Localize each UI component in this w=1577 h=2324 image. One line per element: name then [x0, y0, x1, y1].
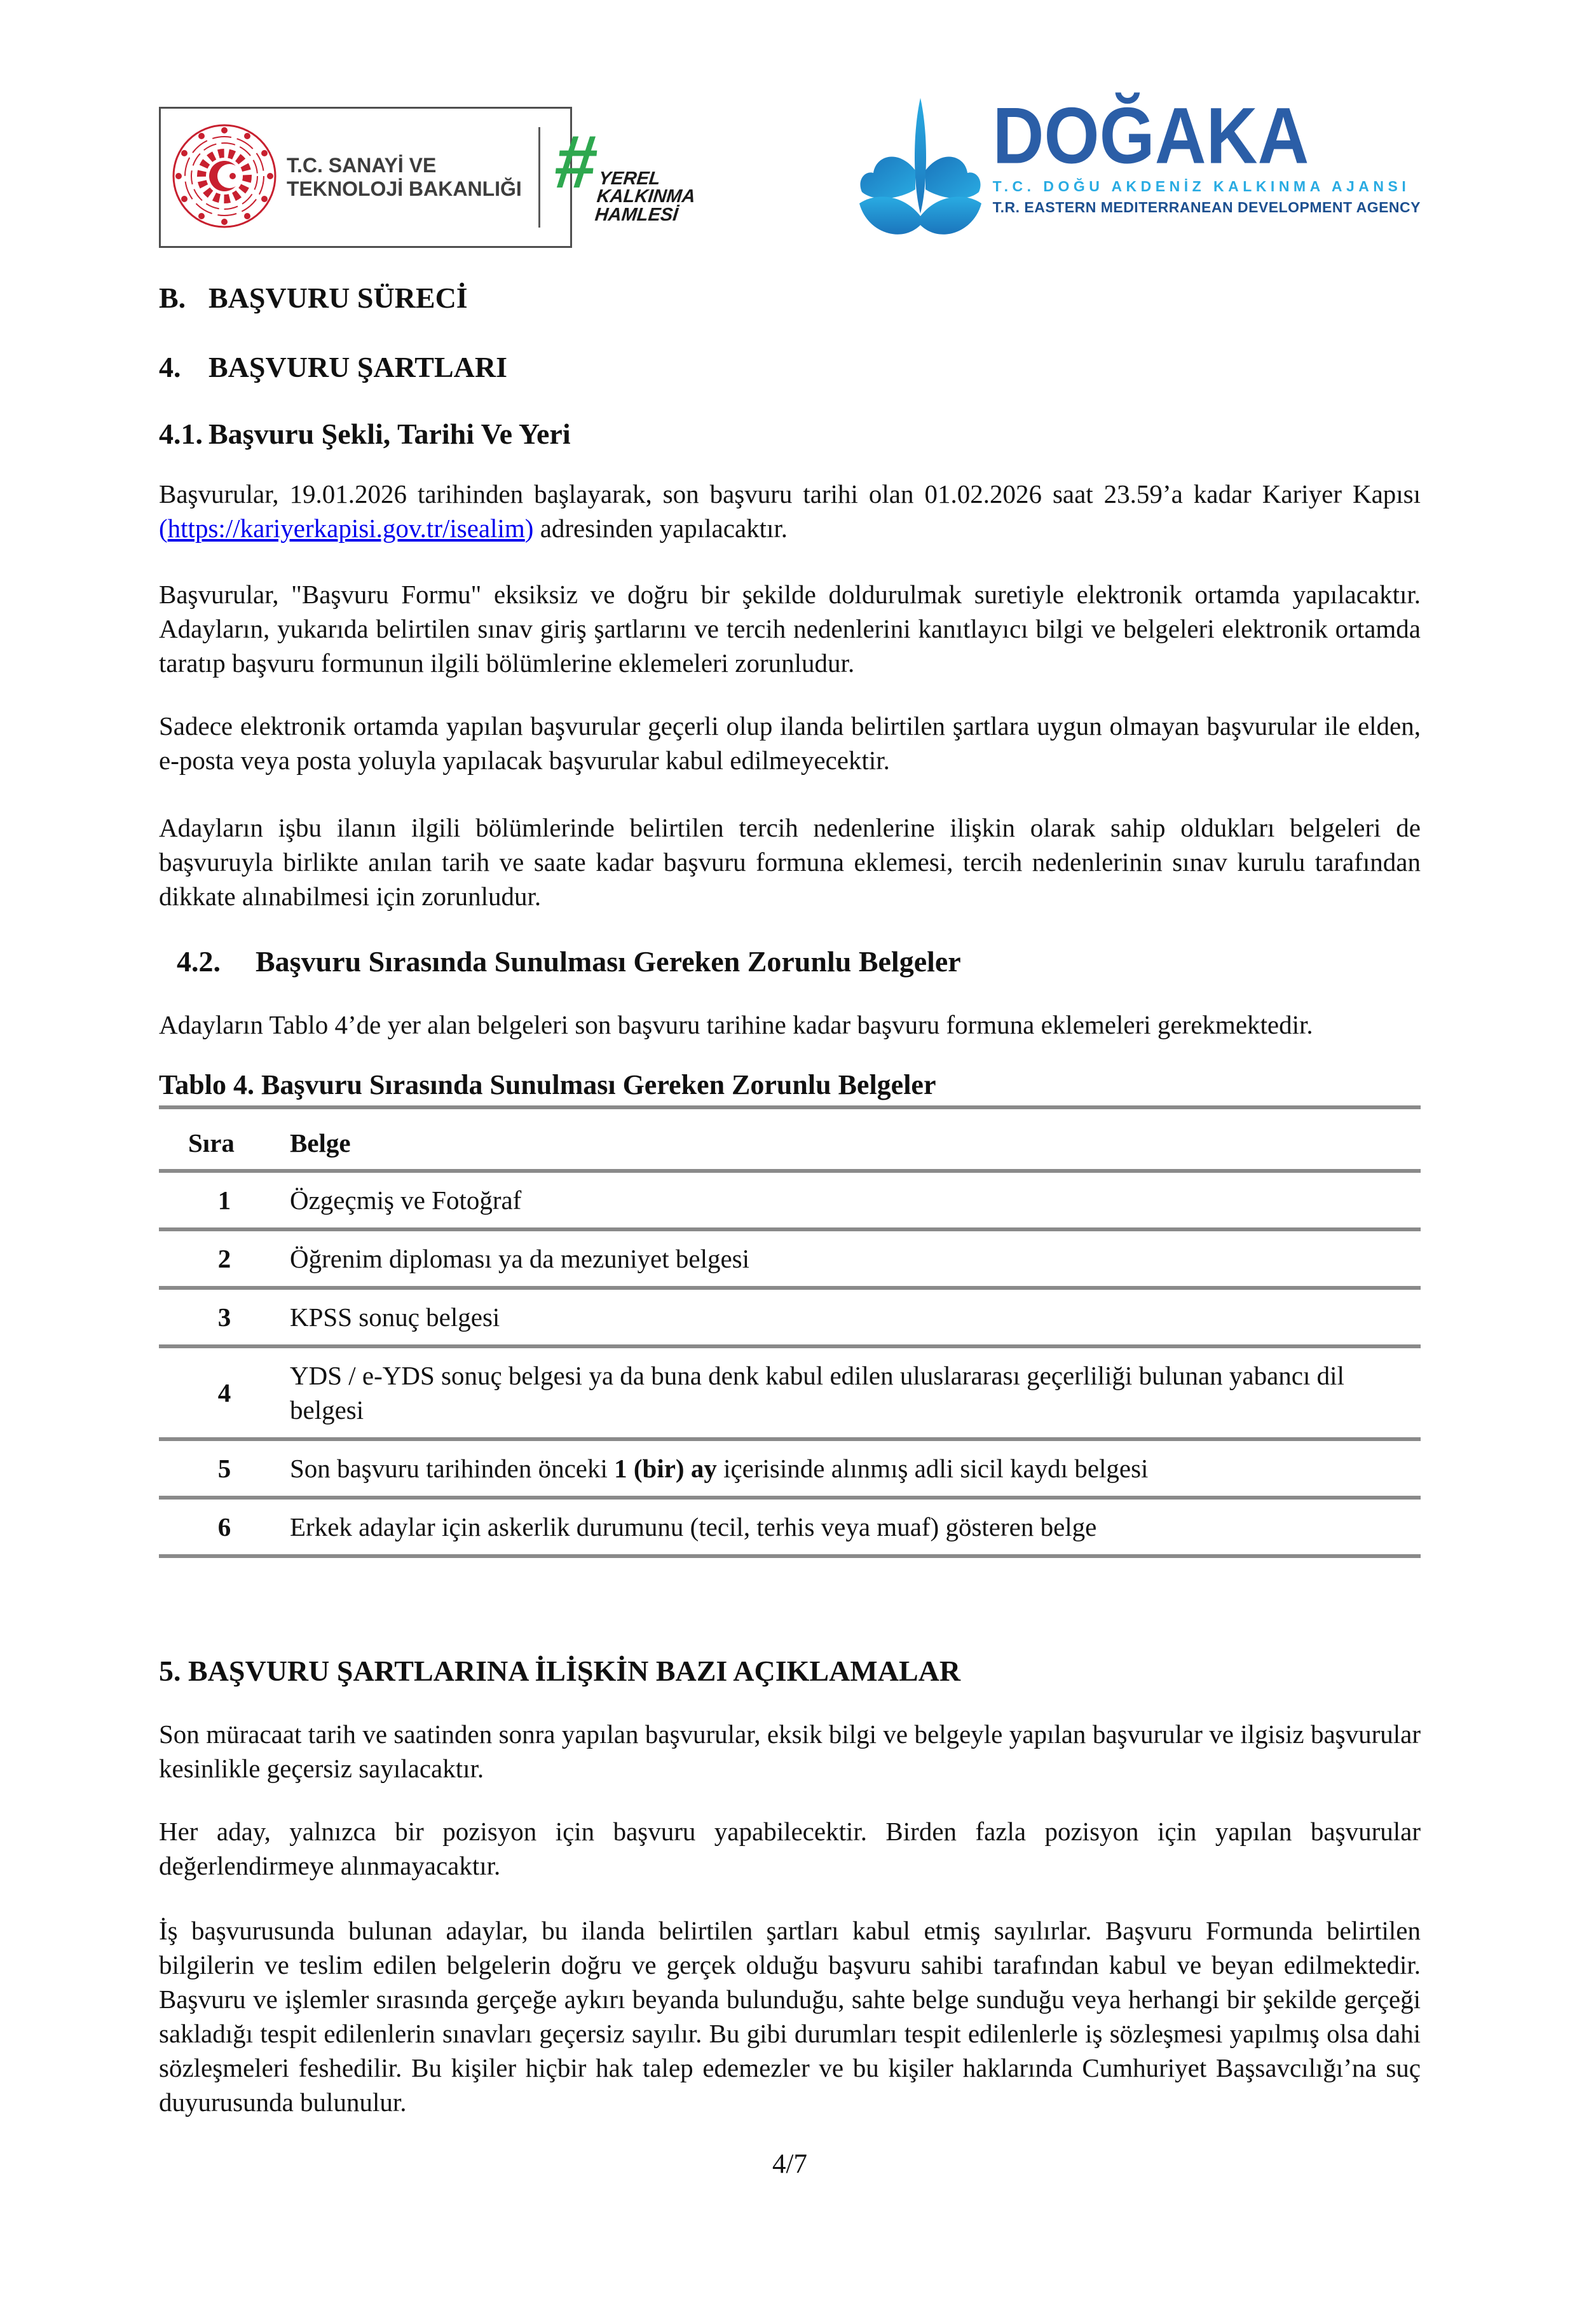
- row-document-text: içerisinde alınmış adli sicil kaydı belgesi: [716, 1453, 1149, 1483]
- heading-4-number: 4.: [159, 350, 181, 383]
- table-header-row: [159, 1107, 1421, 1171]
- dogaka-subtitle-en: T.R. EASTERN MEDITERRANEAN DEVELOPMENT AGENCY: [992, 198, 1421, 215]
- heading-b-number: B.: [159, 282, 186, 314]
- document-page: [0, 91, 1577, 2324]
- dogaka-text-block: [992, 91, 1421, 216]
- table4-required-documents: [159, 1105, 1421, 1558]
- row-number: 4: [159, 1346, 290, 1439]
- heading-b-text: BAŞVURU SÜRECİ: [208, 282, 468, 314]
- paragraph-text: Başvurular, 19.01.2026 tarihinden başlayarak, son başvuru tarihi olan 01.02.2026 saat 23.59’a kadar Kariyer Kapısı: [159, 479, 1421, 509]
- ministry-name: [287, 154, 522, 201]
- paragraph-preference-documents: Adayların işbu ilanın ilgili bölümlerinde belirtilen tercih nedenlerine ilişkin olarak sahip oldukları belgeleri de başvuruyla birlikte anılan tarih ve saate kadar başvuru formuna eklemesi, tercih nedenlerinin sınav kurulu tarafından dikkate alınabilmesi için zorunludur.: [159, 812, 1421, 911]
- paragraph-table4-intro: Adayların Tablo 4’de yer alan belgeleri son başvuru tarihine kadar başvuru formuna eklemeleri gerekmektedir.: [159, 1009, 1313, 1039]
- heading-4-1-number: 4.1.: [159, 417, 203, 450]
- row-document-bold-text: 1 (bir) ay: [614, 1453, 717, 1483]
- ministry-emblem-icon: [171, 123, 278, 233]
- heading-4-text: BAŞVURU ŞARTLARI: [208, 350, 507, 383]
- column-header-belge: Belge: [290, 1107, 1421, 1171]
- campaign-text: [594, 170, 699, 224]
- ministry-name-line2: TEKNOLOJİ BAKANLIĞI: [287, 177, 522, 200]
- hashtag-icon: #: [549, 120, 601, 205]
- table-row: [159, 1346, 1421, 1439]
- page-number: 4/7: [772, 2149, 807, 2179]
- campaign-line-3: HAMLESİ: [594, 205, 679, 226]
- link-open-paren: (: [159, 513, 168, 543]
- heading-4-2-number: 4.2.: [177, 945, 221, 978]
- row-document: [290, 1439, 1421, 1498]
- column-header-sira: Sıra: [159, 1107, 290, 1171]
- kariyer-kapisi-link[interactable]: https://kariyerkapisi.gov.tr/isealim: [167, 513, 525, 543]
- paragraph-text: adresinden yapılacaktır.: [533, 513, 788, 543]
- heading-4-2-text: Başvuru Sırasında Sunulması Gereken Zorunlu Belgeler: [256, 945, 961, 978]
- paragraph-application-form: Başvurular, "Başvuru Formu" eksiksiz ve doğru bir şekilde doldurulmak suretiyle elektronik ortamda yapılacaktır. Adayların, yukarıda belirtilen sınav giriş şartlarını ve tercih nedenlerini kanıtlayıcı bilgi ve belgeleri elektronik ortamda taratıp başvuru formunun ilgili bölümlerine eklemeleri zorunludur.: [159, 579, 1421, 678]
- row-document: YDS / e-YDS sonuç belgesi ya da buna denk kabul edilen uluslararası geçerliliği bulunan yabancı dil belgesi: [290, 1346, 1421, 1439]
- paragraph-application-dates: [159, 477, 1421, 545]
- paragraph-single-position: Her aday, yalnızca bir pozisyon için başvuru yapabilecektir. Birden fazla pozisyon için yapılan başvurular değerlendirmeye alınmayacaktır.: [159, 1816, 1421, 1880]
- heading-b: [159, 282, 1421, 315]
- paragraph-late-applications: Son müracaat tarih ve saatinden sonra yapılan başvurular, eksik bilgi ve belgeyle yapılan başvurular ve ilgisiz başvurular kesinlikle geçersiz sayılacaktır.: [159, 1719, 1421, 1783]
- heading-4-2: [159, 945, 1421, 979]
- link-close-paren: ): [524, 513, 534, 543]
- paragraph-declaration: İş başvurusunda bulunan adaylar, bu ilanda belirtilen şartları kabul etmiş sayılırlar. Başvuru Formunda belirtilen bilgilerin ve teslim edilen belgelerin doğru ve gerçek olduğu başvuru sahibi tarafından kabul ve beyan edilmektedir. Başvuru ve işlemler sırasında gerçeğe aykırı beyanda bulunduğu, sahte belge sunduğu veya herhangi bir şekilde gerçeği sakladığı tespit edilenlerin sınavları geçersiz sayılır. Bu gibi durumları tespit edilenlerle iş sözleşmesi yapılmış olsa dahi sözleşmeleri feshedilir. Bu kişiler hiçbir hak talep edemezler ve bu kişiler haklarında Cumhuriyet Başsavcılığı’na suç duyurusunda bulunulur.: [159, 1915, 1421, 2117]
- heading-4-1: [159, 418, 1421, 451]
- row-number: 5: [159, 1439, 290, 1498]
- table-row: [159, 1288, 1421, 1346]
- row-document: KPSS sonuç belgesi: [290, 1288, 1421, 1346]
- page-header: [159, 91, 1421, 256]
- table-row: [159, 1229, 1421, 1288]
- dogaka-flower-icon: [854, 94, 986, 249]
- logo-divider: [538, 127, 540, 228]
- ministry-name-line1: T.C. SANAYİ VE: [287, 154, 437, 177]
- campaign-line-1: YEREL: [597, 168, 662, 189]
- row-document: Özgeçmiş ve Fotoğraf: [290, 1171, 1421, 1229]
- paragraph-electronic-only: Sadece elektronik ortamda yapılan başvurular geçerli olup ilanda belirtilen şartlara uygun olmayan başvurular ile elden, e-posta veya posta yoluyla yapılacak başvurular kabul edilmeyecektir.: [159, 711, 1421, 775]
- dogaka-subtitle-tr: T.C. DOĞU AKDENİZ KALKINMA AJANSI: [992, 177, 1410, 195]
- table4-caption: Tablo 4. Başvuru Sırasında Sunulması Gereken Zorunlu Belgeler: [159, 1069, 936, 1100]
- row-document: Öğrenim diploması ya da mezuniyet belgesi: [290, 1229, 1421, 1288]
- table-row: [159, 1439, 1421, 1498]
- row-number: 1: [159, 1171, 290, 1229]
- row-document-text: Son başvuru tarihinden önceki: [290, 1453, 615, 1483]
- heading-4-1-text: Başvuru Şekli, Tarihi Ve Yeri: [208, 417, 571, 450]
- dogaka-wordmark: DOĞAKA: [992, 91, 1309, 181]
- row-number: 3: [159, 1288, 290, 1346]
- row-number: 6: [159, 1498, 290, 1556]
- row-document: Erkek adaylar için askerlik durumunu (tecil, terhis veya muaf) gösteren belge: [290, 1498, 1421, 1556]
- ministry-logo: [159, 107, 697, 248]
- heading-5: 5. BAŞVURU ŞARTLARINA İLİŞKİN BAZI AÇIKLAMALAR: [159, 1654, 961, 1687]
- table-row: [159, 1171, 1421, 1229]
- dogaka-logo: [854, 91, 1421, 249]
- heading-4: [159, 351, 1421, 385]
- yerel-kalkinma-logo: [549, 120, 697, 226]
- row-number: 2: [159, 1229, 290, 1288]
- table-row: [159, 1498, 1421, 1556]
- campaign-line-2: KALKINMA: [596, 186, 697, 207]
